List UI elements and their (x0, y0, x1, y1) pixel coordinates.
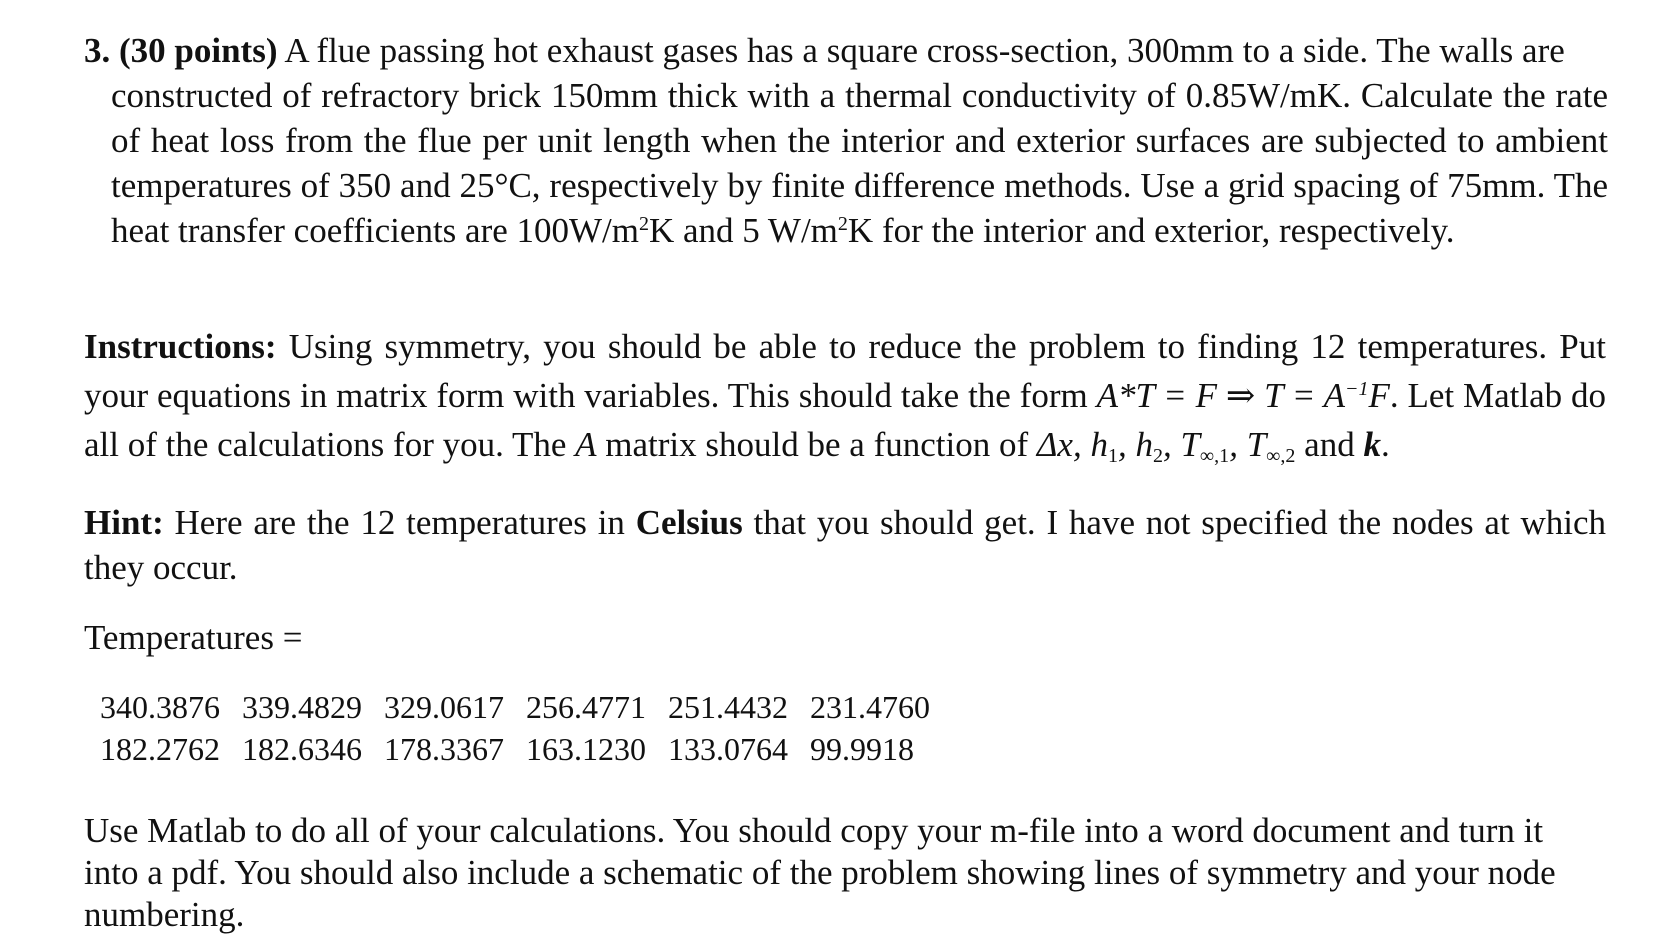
instructions-paragraph (84, 322, 1606, 469)
temperatures-label: Temperatures = (84, 618, 303, 657)
problem-text-line1: A flue passing hot exhaust gases has a square cross-section, 300mm to a side. The walls are (277, 31, 1565, 70)
instructions-label: Instructions: (84, 327, 277, 366)
problem-number: 3. (84, 31, 111, 70)
subscript-inf-2: ∞,2 (1266, 445, 1296, 467)
problem-first-line (84, 28, 1608, 73)
problem-points: (30 points) (119, 31, 278, 70)
hint-text-a: Here are the 12 temperatures in (163, 503, 636, 542)
temperature-value: 339.4829 (242, 689, 362, 725)
temperatures-row-2 (100, 728, 930, 770)
temperature-value: 182.6346 (242, 731, 362, 767)
temperature-value: 182.2762 (100, 731, 220, 767)
var-dx-h: Δx, h (1036, 425, 1108, 464)
problem-text-a: constructed of refractory brick 150mm thick with a thermal conductivity of 0.85W/mK. Calculate the rate of heat loss from the flue per unit length when the interior and exterior surfaces are subjected to ambient temperatures of 350 and 25°C, respectively by finite difference methods. Use a grid spacing of 75mm. The heat transfer coefficients are 100W/m (111, 76, 1608, 250)
temperature-value: 329.0617 (384, 689, 504, 725)
temperature-value: 231.4760 (810, 689, 930, 725)
temperature-value: 178.3367 (384, 731, 504, 767)
equation-lhs: A*T = F ⇒ T = A (1096, 376, 1345, 415)
var-h: , h (1117, 425, 1153, 464)
subscript-1: 1 (1107, 445, 1118, 467)
closing-paragraph: Use Matlab to do all of your calculations. You should copy your m-file into a word document and turn it into a pdf. You should also include a schematic of the problem showing lines of symmetry and your node numbering. (84, 811, 1556, 934)
temperature-value: 256.4771 (526, 689, 646, 725)
problem-text-b: K and 5 W/m (649, 211, 838, 250)
temperature-value: 133.0764 (668, 731, 788, 767)
temperature-value: 340.3876 (100, 689, 220, 725)
instructions-text-e: . (1380, 425, 1390, 464)
subscript-inf-1: ∞,1 (1199, 445, 1230, 467)
hint-bold-word: Celsius (635, 503, 743, 542)
matrix-equation (1097, 376, 1390, 415)
temperature-value: 163.1230 (526, 731, 646, 767)
problem-statement (84, 28, 1608, 253)
var-t-inf-1: , T (1162, 425, 1200, 464)
hint-paragraph (84, 500, 1606, 590)
k-symbol: k (1363, 425, 1381, 464)
var-t-inf-2: , T (1229, 425, 1267, 464)
temperature-value: 99.9918 (810, 731, 914, 767)
equation-inverse-exponent: −1 (1345, 378, 1369, 400)
instructions-text-a: Using symmetry, you should be able to reduce the problem to finding 12 temperatures. Put your equations in matrix form with variables. This should take the form (84, 327, 1606, 415)
superscript-squared-1: 2 (639, 213, 649, 235)
temperature-value: 251.4432 (668, 689, 788, 725)
instructions-text-d: and (1295, 425, 1364, 464)
hint-label: Hint: (84, 503, 164, 542)
a-matrix-symbol: A (575, 425, 597, 464)
hint-text-b: that you should get. I have not specified the nodes at which they occur. (84, 503, 1606, 587)
subscript-2: 2 (1152, 445, 1163, 467)
problem-text-c: K for the interior and exterior, respectively. (847, 211, 1455, 250)
problem-body (84, 73, 1608, 253)
variable-list (1036, 425, 1296, 467)
temperatures-table (100, 686, 930, 770)
instructions-text-c: matrix should be a function of (596, 425, 1037, 464)
temperatures-row-1 (100, 686, 930, 728)
instructions-text-b: . Let Matlab do all of the calculations for you. The (84, 376, 1607, 464)
superscript-squared-2: 2 (837, 213, 848, 235)
equation-rhs: F (1368, 376, 1390, 415)
